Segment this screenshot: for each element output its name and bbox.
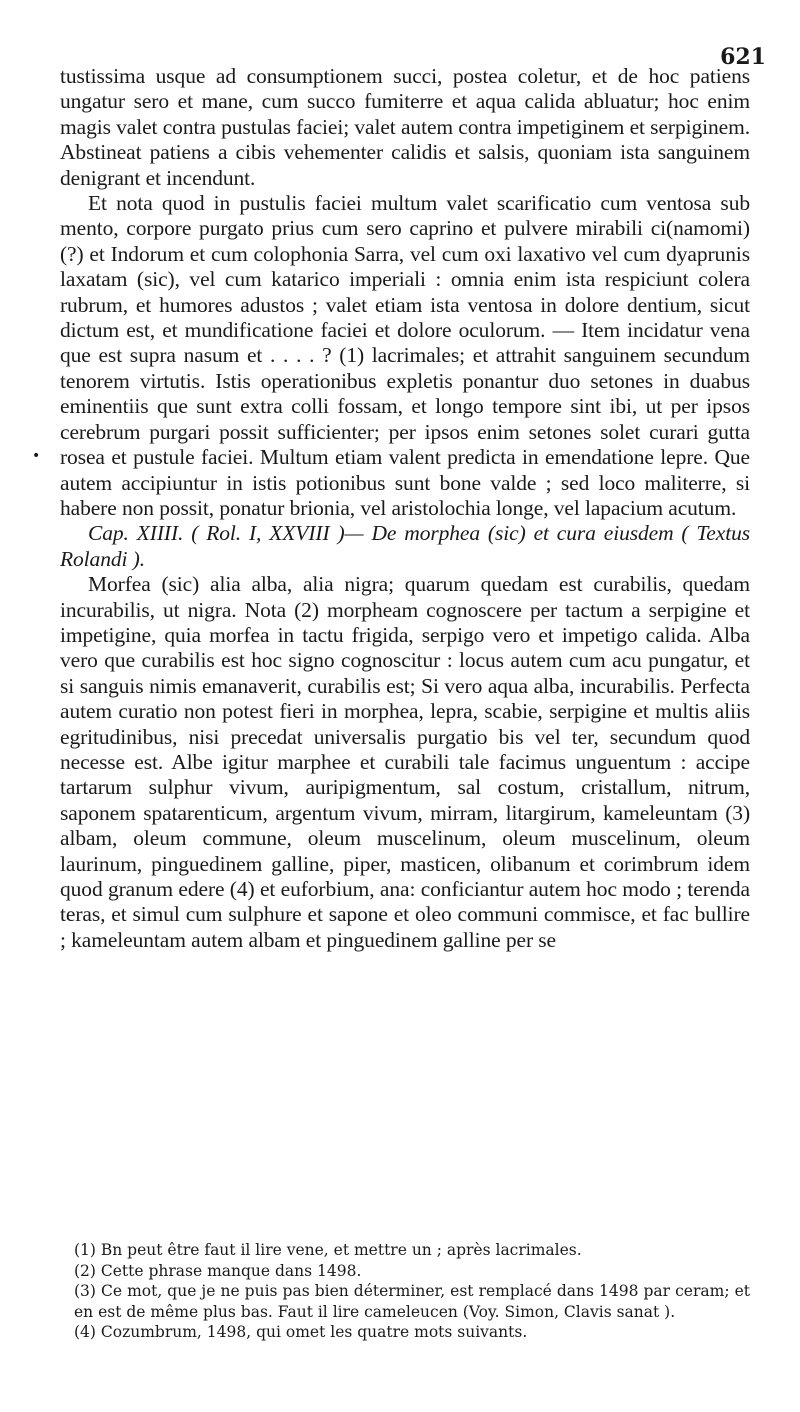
main-text [60,64,750,953]
paragraph-morphea: Morfea (sic) alia alba, alia nigra; quarum quedam est curabilis, quedam incurabilis, ut nigra. Nota (2) morpheam cognoscere per tactum a serpigine et impetigine, quia morfea in tactu frigida, serpigo vero et impetigo calida. Alba vero que curabilis est hoc signo cognoscitur : locus autem cum acu pungatur, et si sanguis nimis emanaverit, curabilis est; Si vero aqua alba, incurabilis. Perfecta autem curatio non potest fieri in morphea, lepra, scabie, serpigine et multis aliis egritudinibus, nisi precedat universalis purgatio bis vel ter, secundum quod necesse est. Albe igitur marphee et curabili tale facimus unguentum : accipe tartarum sulphur vivum, auripigmentum, sal costum, cristallum, nitrum, saponem spatarenticum, argentum vivum, mirram, litargirum, kameleuntam (3) albam, oleum commune, oleum muscelinum, oleum muscelinum, oleum laurinum, pinguedinem galline, piper, masticen, olibanum et corimbrum idem quod granum edere (4) et euforbium, ana: conficiantur autem hoc modo ; terenda teras, et simul cum sulphure et sapone et oleo communi commisce, et fac bullire ; kameleuntam autem albam et pinguedinem galline per se [60,572,750,952]
footnote-4: (4) Cozumbrum, 1498, qui omet les quatre mots suivants. [74,1323,528,1341]
footnote-2: (2) Cette phrase manque dans 1498. [74,1261,362,1280]
marginal-mark: • [32,448,41,464]
footnote-1: (1) Bn peut être faut il lire vene, et mettre un ; après lacrimales. [74,1241,582,1259]
page-number: 621 [720,44,766,70]
chapter-heading: Cap. XIIII. ( Rol. I, XXVIII )— De morphea (sic) et cura eiusdem ( Textus Rolandi ). [60,521,750,571]
footnote-3: (3) Ce mot, que je ne puis pas bien déterminer, est remplacé dans 1498 par ceram; et en est de même plus bas. Faut il lire cameleucen (Voy. Simon, Clavis sanat ). [74,1282,750,1321]
paragraph-pustules: Et nota quod in pustulis faciei multum valet scarificatio cum ventosa sub mento, corpore purgato prius cum sero caprino et pulvere mirabili ci(namomi) (?) et Indorum et cum colophonia Sarra, vel cum oxi laxativo vel cum dyaprunis laxatam (sic), vel cum katarico imperiali : omnia enim ista respiciunt colera rubrum, et humores adustos ; valet etiam ista ventosa in dolore dentium, sicut dictum est, et mundificatione faciei et dolore oculorum. — Item incidatur vena que est supra nasum et . . . . ? (1) lacrimales; et attrahit sanguinem secundum tenorem virtutis. Istis operationibus expletis ponantur duo setones in duabus eminentiis que sunt extra colli fossam, et longo tempore sint ibi, ut per ipsos cerebrum purgari possit sufficienter; per ipsos enim setones solet curari gutta rosea et pustule faciei. Multum etiam valent predicta in emendatione lepre. Que autem accipiuntur in istis potionibus sunt bone valde ; sed loco maliterre, si habere non possit, ponatur brionia, vel aristolochia longe, vel lapacium acutum. [60,191,750,520]
paragraph-continuation: tustissima usque ad consumptionem succi, postea coletur, et de hoc patiens ungatur sero et mane, cum succo fumiterre et aqua calida abluatur; hoc enim magis valet contra pustulas faciei; valet autem contra impetiginem et serpiginem. Abstineat patiens a cibis vehementer calidis et salsis, quoniam ista sanguinem denigrant et incendunt. [60,64,750,190]
footnotes [74,1240,750,1343]
